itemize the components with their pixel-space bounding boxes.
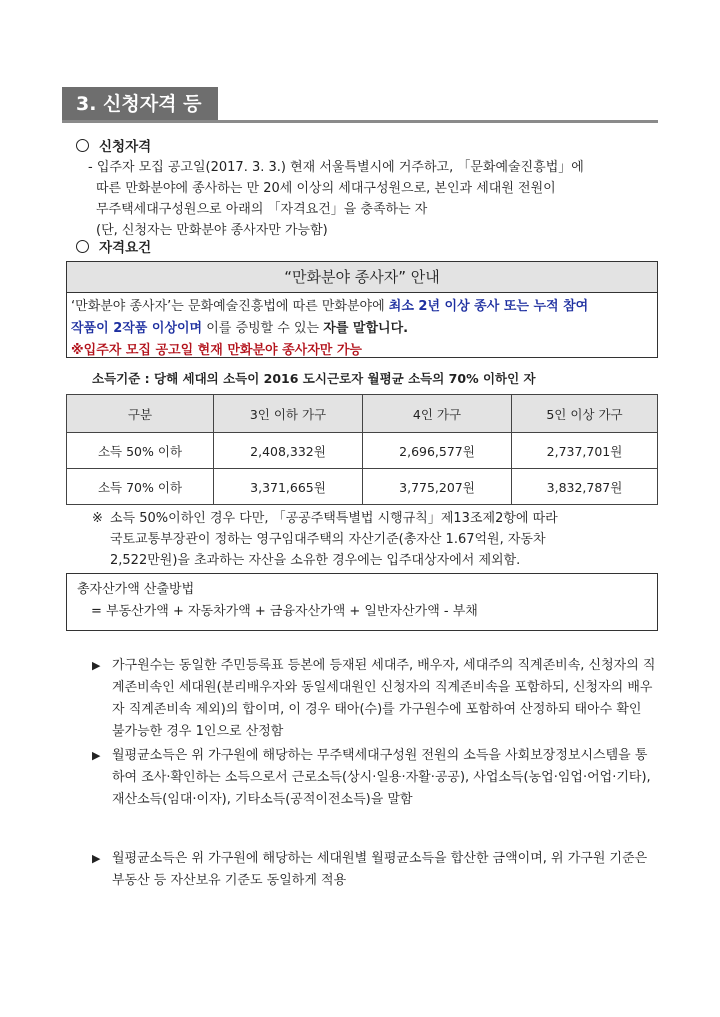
table-cell: 소득 70% 이하	[67, 469, 214, 505]
circle-icon	[76, 139, 89, 152]
bullet-text: 월평균소득은 위 가구원에 해당하는 세대원별 월평균소득을 합산한 금액이며, 위 가구원 기준은 부동산 등 자산보유 기준도 동일하게 적용	[112, 851, 648, 888]
applicant-description	[88, 157, 658, 241]
table-header-cell: 5인 이상 가구	[512, 395, 658, 433]
table-cell: 3,775,207원	[363, 469, 512, 505]
requirements-heading-text: 자격요건	[99, 240, 152, 256]
applicant-heading-text: 신청자격	[99, 139, 152, 155]
section-title: 3. 신청자격 등	[62, 87, 218, 121]
bullet-household-standard	[92, 848, 658, 892]
bullet-household-count	[92, 655, 658, 743]
applicant-line: 따른 만화분야에 종사하는 만 20세 이상의 세대구성원으로, 본인과 세대원 전원이	[96, 181, 556, 196]
arrow-icon: ▶	[92, 852, 101, 865]
table-header-row	[67, 395, 658, 433]
bullet-text: 가구원수는 동일한 주민등록표 등본에 등재된 세대주, 배우자, 세대주의 직계존비속, 신청자의 직계존비속인 세대원(분리배우자와 동일세대원인 신청자의 직계존비속을 포함하되, 신청자의 배우자 직계존비속 제외)의 합이며, 이 경우 태아(수)를 가구원수에 포함하여 산정하되 태아수 확인 불가능한 경우 1인으로 산정함	[112, 658, 656, 739]
header-underline	[62, 120, 658, 123]
asset-calculation-box	[66, 573, 658, 631]
arrow-icon: ▶	[92, 749, 101, 762]
calc-formula: = 부동산가액 + 자동차가액 + 금융자산가액 + 일반자산가액 - 부채	[91, 604, 478, 619]
asset-exclusion-note	[92, 508, 658, 571]
calc-title: 총자산가액 산출방법	[77, 582, 195, 597]
table-header-cell: 구분	[67, 395, 214, 433]
table-cell: 2,696,577원	[363, 433, 512, 469]
info-text: ‘만화분야 종사자’는 문화예술진흥법에 따른 만화분야에	[71, 299, 389, 314]
note-line	[92, 508, 658, 529]
applicant-line: - 입주자 모집 공고일(2017. 3. 3.) 현재 서울특별시에 거주하고, 「문화예술진흥법」에	[88, 160, 584, 175]
bullet-monthly-income	[92, 745, 658, 811]
info-line-1	[71, 296, 651, 318]
table-cell: 2,737,701원	[512, 433, 658, 469]
info-text: 이를 증빙할 수 있는	[202, 321, 324, 336]
note-line: 국토교통부장관이 정하는 영구임대주택의 자산기준(총자산 1.67억원, 자동차	[110, 532, 546, 547]
table-row	[67, 433, 658, 469]
table-header-cell: 3인 이하 가구	[214, 395, 363, 433]
applicant-heading	[76, 135, 151, 155]
note-text: 소득 50%이하인 경우 다만, 「공공주택특별법 시행규칙」제13조제2항에 따라	[110, 511, 558, 526]
table-cell: 3,371,665원	[214, 469, 363, 505]
income-criteria-label: 소득기준 : 당해 세대의 소득이 2016 도시근로자 월평균 소득의 70% 이하인 자	[92, 371, 536, 386]
note-line: 2,522만원)을 초과하는 자산을 소유한 경우에는 입주대상자에서 제외함.	[110, 553, 521, 568]
circle-icon	[76, 240, 89, 253]
table-row	[67, 469, 658, 505]
bullet-text: 월평균소득은 위 가구원에 해당하는 무주택세대구성원 전원의 소득을 사회보장정보시스템을 통하여 조사·확인하는 소득으로서 근로소득(상시·일용·자활·공공), 사업소득(농업·임업·어업·기타), 재산소득(임대·이자), 기타소득(공적이전소득)을 말함	[112, 748, 651, 807]
info-box-title: “만화분야 종사자” 안내	[67, 262, 657, 293]
income-table	[66, 394, 658, 505]
info-warning: ※입주자 모집 공고일 현재 만화분야 종사자만 가능	[71, 343, 362, 358]
info-box-body	[67, 293, 657, 362]
applicant-line: (단, 신청자는 만화분야 종사자만 가능함)	[96, 223, 328, 238]
info-highlight: 최소 2년 이상 종사 또는 누적 참여	[388, 299, 589, 314]
table-header-cell: 4인 가구	[363, 395, 512, 433]
table-cell: 소득 50% 이하	[67, 433, 214, 469]
info-line-2	[71, 318, 651, 340]
table-cell: 2,408,332원	[214, 433, 363, 469]
note-mark: ※	[92, 511, 103, 526]
arrow-icon: ▶	[92, 659, 101, 672]
section-header	[62, 87, 658, 123]
info-text-bold: 자를 말합니다.	[323, 321, 409, 336]
info-highlight: 작품이 2작품 이상이며	[71, 321, 203, 336]
comic-worker-info-box	[66, 261, 658, 358]
table-cell: 3,832,787원	[512, 469, 658, 505]
requirements-heading	[76, 236, 151, 256]
applicant-line: 무주택세대구성원으로 아래의 「자격요건」을 충족하는 자	[96, 202, 428, 217]
